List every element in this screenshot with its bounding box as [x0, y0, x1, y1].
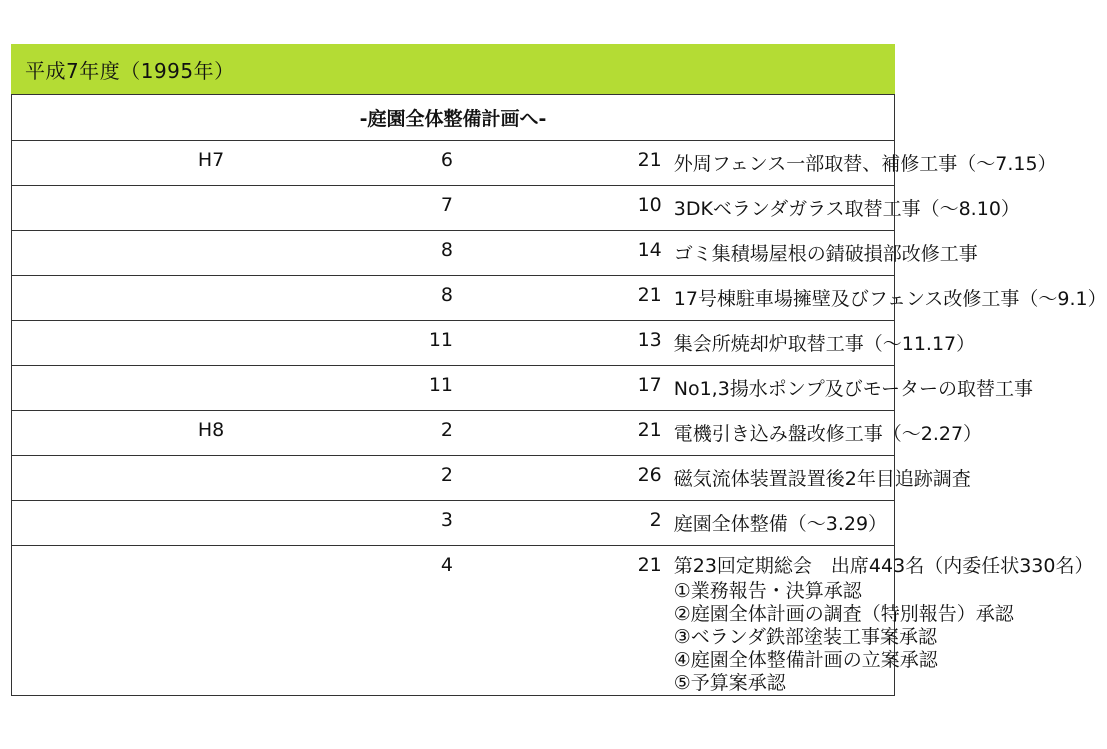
description-cell: 電機引き込み盤改修工事（～2.27）: [674, 411, 895, 456]
table-row: [12, 231, 895, 276]
description-cell: [673, 546, 1094, 696]
year-title: 平成7年度（1995年）: [25, 58, 235, 83]
day-cell: 21: [453, 411, 674, 456]
day-cell: 2: [453, 501, 674, 546]
table-row: [12, 411, 895, 456]
table-row: [12, 141, 895, 186]
description-cell: 17号棟駐車場擁壁及びフェンス改修工事（～9.1）: [674, 276, 895, 321]
description-cell: 集会所焼却炉取替工事（～11.17）: [674, 321, 895, 366]
month-cell: 4: [232, 546, 453, 696]
event-table: [11, 94, 1107, 696]
day-cell: 21: [453, 276, 674, 321]
resolution-item: ④庭園全体整備計画の立案承認: [673, 649, 938, 671]
era-cell: [12, 276, 233, 321]
era-cell: [12, 546, 233, 696]
table-row: [12, 501, 895, 546]
month-cell: 2: [232, 411, 453, 456]
resolution-item: ②庭園全体計画の調査（特別報告）承認: [673, 603, 1014, 625]
month-cell: 7: [232, 186, 453, 231]
era-cell: [12, 456, 233, 501]
table-row: [12, 186, 895, 231]
era-cell: [12, 321, 233, 366]
table-row: [12, 366, 895, 411]
description-cell: 磁気流体装置設置後2年目追跡調査: [674, 456, 895, 501]
era-cell: [12, 231, 233, 276]
resolution-item: ①業務報告・決算承認: [673, 580, 862, 602]
month-cell: 11: [232, 321, 453, 366]
era-cell: [12, 186, 233, 231]
month-cell: 2: [232, 456, 453, 501]
table-row: [12, 321, 895, 366]
day-cell: 21: [453, 141, 674, 186]
day-cell: 14: [453, 231, 674, 276]
day-cell: 10: [453, 186, 674, 231]
era-cell: [12, 501, 233, 546]
month-cell: 8: [232, 276, 453, 321]
document: [11, 44, 1107, 696]
description-cell: 外周フェンス一部取替、補修工事（～7.15）: [674, 141, 895, 186]
section-subtitle-row: [12, 95, 895, 141]
era-cell: H7: [12, 141, 233, 186]
day-cell: 13: [453, 321, 674, 366]
month-cell: 8: [232, 231, 453, 276]
description-cell: 3DKベランダガラス取替工事（～8.10）: [674, 186, 895, 231]
meeting-summary: 第23回定期総会 出席443名（内委任状330名）: [673, 555, 1094, 577]
day-cell: 17: [453, 366, 674, 411]
table-row: [12, 276, 895, 321]
month-cell: 3: [232, 501, 453, 546]
day-cell: 26: [453, 456, 674, 501]
table-row: [12, 456, 895, 501]
year-title-bar: [11, 44, 895, 94]
resolution-item: ③ベランダ鉄部塗装工事案承認: [673, 626, 938, 648]
era-cell: H8: [12, 411, 233, 456]
table-row-general-meeting: [12, 546, 895, 696]
day-cell: 21: [453, 546, 674, 696]
resolution-item: ⑤予算案承認: [673, 672, 786, 694]
description-cell: ゴミ集積場屋根の錆破損部改修工事: [674, 231, 895, 276]
description-cell: 庭園全体整備（～3.29）: [674, 501, 895, 546]
section-subtitle: -庭園全体整備計画へ-: [12, 95, 895, 141]
era-cell: [12, 366, 233, 411]
month-cell: 6: [232, 141, 453, 186]
month-cell: 11: [232, 366, 453, 411]
description-cell: No1,3揚水ポンプ及びモーターの取替工事: [674, 366, 895, 411]
